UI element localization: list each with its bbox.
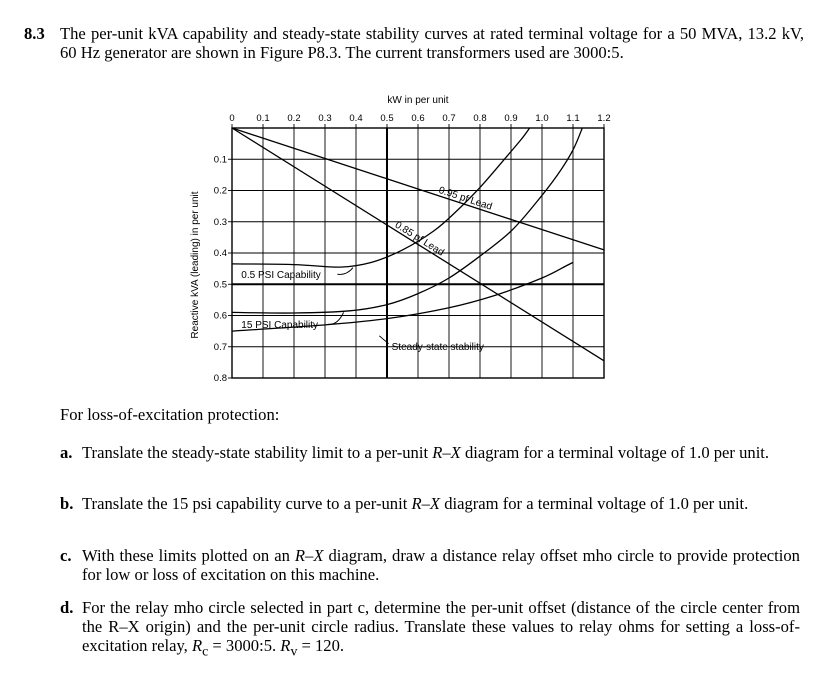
y-tick-label: 0.7	[213, 341, 227, 353]
x-tick-label: 0.3	[318, 113, 332, 124]
part-d	[60, 598, 800, 660]
problem-text: The per-unit kVA capability and steady-state stability curves at rated terminal voltage for a 50 MVA, 13.2 kV, 60 Hz generator are shown in Figure P8.3. The current transformers used are 3000:5.	[60, 24, 804, 62]
psi-05-label: 0.5 PSI Capability	[241, 269, 321, 281]
x-tick-label: 1.1	[566, 113, 580, 124]
psi-05-leader	[337, 268, 353, 275]
part-c	[60, 546, 800, 584]
part-c-text: With these limits plotted on an R–X diagram, draw a distance relay offset mho circle to provide protection for low or loss of excitation on this machine.	[82, 546, 800, 584]
part-a-label: a.	[60, 443, 73, 462]
chart-axes	[190, 95, 611, 384]
part-a	[60, 443, 800, 462]
x-axis-title: kW in per unit	[387, 95, 449, 106]
y-tick-label: 0.6	[213, 310, 227, 322]
intro-text: For loss-of-excitation protection:	[60, 405, 280, 424]
x-tick-label: 1.2	[597, 113, 611, 124]
chart-grid	[232, 128, 604, 378]
x-tick-label: 0	[229, 113, 235, 124]
x-tick-label: 0.8	[473, 113, 487, 124]
part-b-text: Translate the 15 psi capability curve to a per-unit R–X diagram for a terminal voltage of 1.0 per unit.	[82, 494, 749, 513]
steady-state-label: Steady-state stability	[391, 341, 484, 353]
psi-15-capability-curve	[232, 128, 582, 313]
y-tick-label: 0.2	[213, 185, 227, 197]
part-a-text: Translate the steady-state stability limit to a per-unit R–X diagram for a terminal voltage of 1.0 per unit.	[82, 443, 770, 462]
pf-085-lead-label: 0.85 pf Lead	[392, 219, 446, 259]
figure-p8-3	[176, 88, 626, 388]
y-axis-title: Reactive kVA (leading) in per unit	[190, 191, 201, 339]
x-tick-label: 0.1	[256, 113, 270, 124]
x-tick-label: 0.2	[287, 113, 301, 124]
psi-15-label: 15 PSI Capability	[241, 319, 319, 331]
y-tick-label: 0.8	[213, 373, 227, 384]
y-tick-label: 0.4	[213, 248, 227, 259]
psi-05-capability-curve	[232, 128, 530, 267]
part-b-label: b.	[60, 494, 74, 513]
part-c-label: c.	[60, 546, 72, 565]
psi-15-leader	[328, 312, 344, 324]
part-d-label: d.	[60, 598, 74, 617]
y-tick-label: 0.3	[213, 216, 227, 228]
x-tick-label: 1.0	[535, 113, 549, 124]
x-tick-label: 0.7	[442, 113, 456, 124]
x-tick-label: 0.6	[411, 113, 425, 124]
chart-labels	[241, 185, 493, 353]
problem-number: 8.3	[24, 24, 45, 43]
part-d-text: For the relay mho circle selected in part c, determine the per-unit offset (distance of the circle center from the R–X origin) and the per-unit circle radius. Translate these values to relay ohms for setting a loss-of-excitation relay, $R_c$ = 3000:5. $R_v = 120$.	[82, 598, 800, 659]
x-tick-label: 0.4	[349, 113, 363, 124]
pf-095-lead-label: 0.95 pf Lead	[437, 184, 494, 213]
y-tick-label: 0.1	[213, 154, 227, 166]
y-tick-label: 0.5	[213, 279, 227, 291]
problem-statement	[24, 24, 804, 62]
x-tick-label: 0.9	[504, 113, 518, 124]
x-tick-label: 0.5	[380, 113, 394, 124]
part-b	[60, 494, 800, 513]
